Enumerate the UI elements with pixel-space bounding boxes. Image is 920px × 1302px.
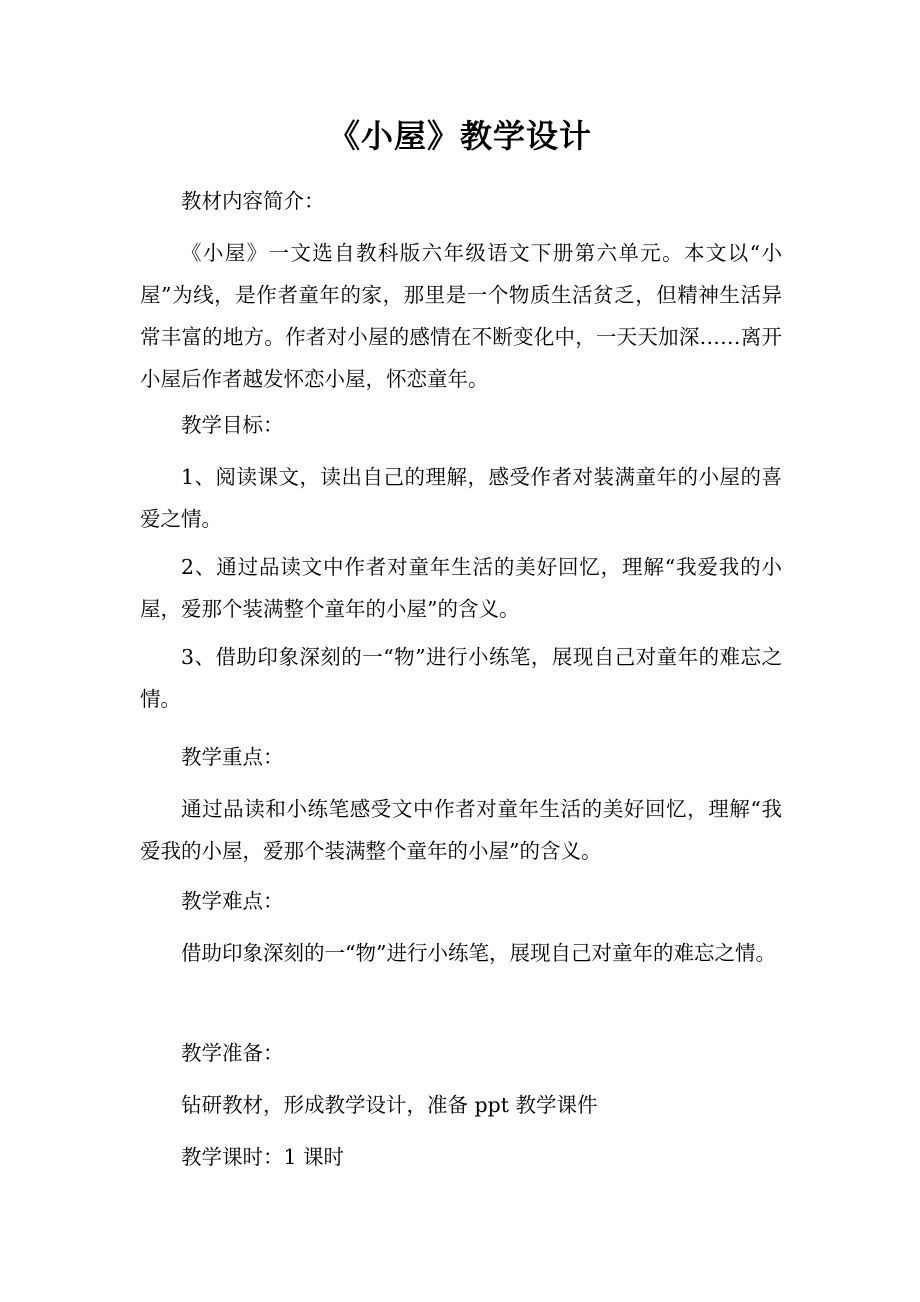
paragraph-class-hours: 教学课时：1 课时 (181, 1145, 345, 1169)
section-heading-content-intro: 教材内容简介： (181, 189, 325, 213)
section-heading-key-points: 教学重点： (181, 745, 284, 769)
document-title: 《小屋》教学设计 (327, 117, 592, 155)
paragraph-key-points: 通过品读和小练笔感受文中作者对童年生活的美好回忆，理解“我爱我的小屋，爱那个装满整个童年的小屋”的含义。 (140, 797, 782, 863)
section-heading-preparation: 教学准备： (181, 1041, 284, 1065)
section-heading-difficulties: 教学难点： (181, 889, 284, 913)
paragraph-objective-3: 3、借助印象深刻的一“物”进行小练笔，展现自己对童年的难忘之情。 (140, 645, 782, 711)
paragraph-objective-2: 2、通过品读文中作者对童年生活的美好回忆，理解“我爱我的小屋，爱那个装满整个童年的小屋”的含义。 (140, 555, 782, 621)
paragraph-content-intro: 《小屋》一文选自教科版六年级语文下册第六单元。本文以“小屋”为线，是作者童年的家，那里是一个物质生活贫乏，但精神生活异常丰富的地方。作者对小屋的感情在不断变化中，一天天加深……离开小屋后作者越发怀恋小屋，怀恋童年。 (140, 241, 782, 391)
paragraph-difficulties: 借助印象深刻的一“物”进行小练笔，展现自己对童年的难忘之情。 (181, 941, 776, 965)
paragraph-objective-1: 1、阅读课文，读出自己的理解，感受作者对装满童年的小屋的喜爱之情。 (140, 465, 782, 531)
section-heading-objectives: 教学目标： (181, 413, 284, 437)
paragraph-preparation: 钻研教材，形成教学设计，准备 ppt 教学课件 (181, 1093, 598, 1117)
